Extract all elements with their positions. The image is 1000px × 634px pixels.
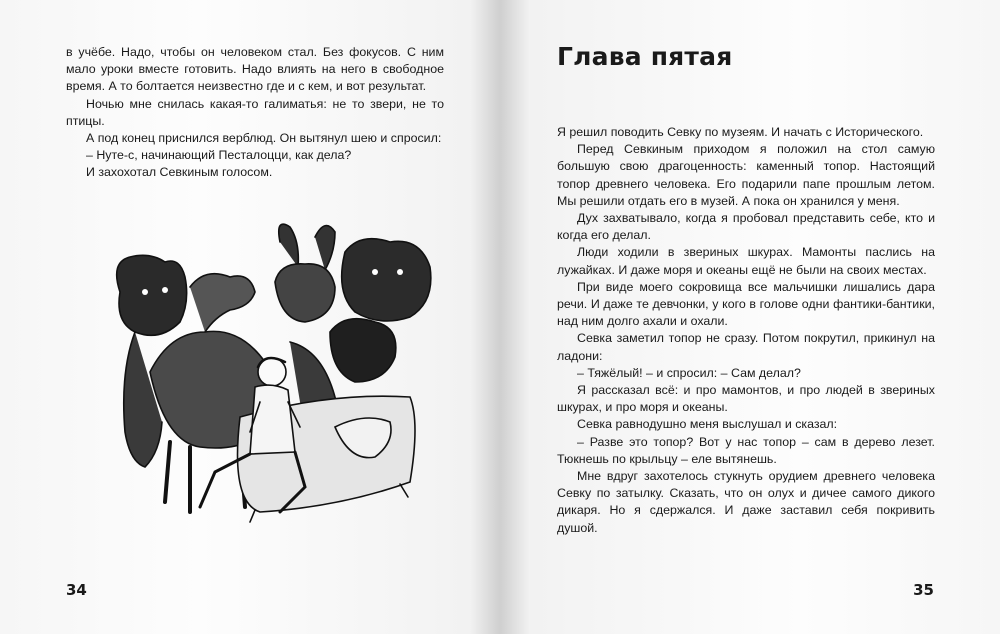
paragraph: При виде моего сокровища все мальчишки лишались дара речи. И даже те девчонки, у кого в голове одни фантики-бантики, над ним долго ахали и охали. — [557, 279, 935, 329]
paragraph: Севка равнодушно меня выслушал и сказал: — [577, 417, 838, 432]
chapter-title: Глава пятая — [557, 42, 733, 71]
paragraph: Мне вдруг захотелось стукнуть орудием древнего человека Севку по затылку. Сказать, что он олух и дичее самого дикого дикаря. Но я сдержался. И даже заставил себя покривить душой. — [557, 469, 935, 535]
left-page-text — [66, 44, 444, 182]
paragraph: Ночью мне снилась какая-то галиматья: не то звери, не то птицы. — [66, 96, 444, 128]
paragraph: – Тяжёлый! – и спросил: – Сам делал? — [577, 365, 801, 380]
paragraph: Я рассказал всё: и про мамонтов, и про людей в звериных шкурах, и про моря и океаны. — [557, 383, 935, 415]
page-number: 34 — [66, 581, 87, 599]
paragraph: – Нуте-с, начинающий Песталоцци, как дела? — [86, 148, 352, 163]
paragraph: – Разве это топор? Вот у нас топор – сам в дерево лезет. Тюкнешь по крыльцу – еле вытянешь. — [557, 434, 935, 466]
right-page-text — [557, 124, 935, 537]
paragraph: в учёбе. Надо, чтобы он человеком стал. Без фокусов. С ним мало уроки вместе готовить. Надо влиять на него в свободное время. А то болтается неизвестно где и с кем, и вот результат. — [66, 45, 444, 94]
paragraph: Люди ходили в звериных шкурах. Мамонты паслись на лужайках. И даже моря и океаны ещё не были на своих местах. — [557, 245, 935, 277]
paragraph: А под конец приснился верблюд. Он вытянул шею и спросил: — [86, 131, 442, 146]
animals-and-boy-illustration — [90, 222, 440, 537]
paragraph: Дух захватывало, когда я пробовал представить себе, кто и когда его делал. — [557, 211, 935, 243]
paragraph: Севка заметил топор не сразу. Потом покрутил, прикинул на ладони: — [557, 331, 935, 363]
paragraph: Я решил поводить Севку по музеям. И начать с Исторического. — [557, 125, 924, 139]
right-page — [500, 0, 1000, 634]
paragraph: Перед Севкиным приходом я положил на стол самую большую свою драгоценность: каменный топор. Настоящий топор древнего человека. Его подарили папе прошлым летом. Мы решили отдать его в музей. А пока он хранился у меня. — [557, 142, 935, 208]
page-number: 35 — [913, 581, 934, 599]
paragraph: И захохотал Севкиным голосом. — [86, 165, 273, 180]
